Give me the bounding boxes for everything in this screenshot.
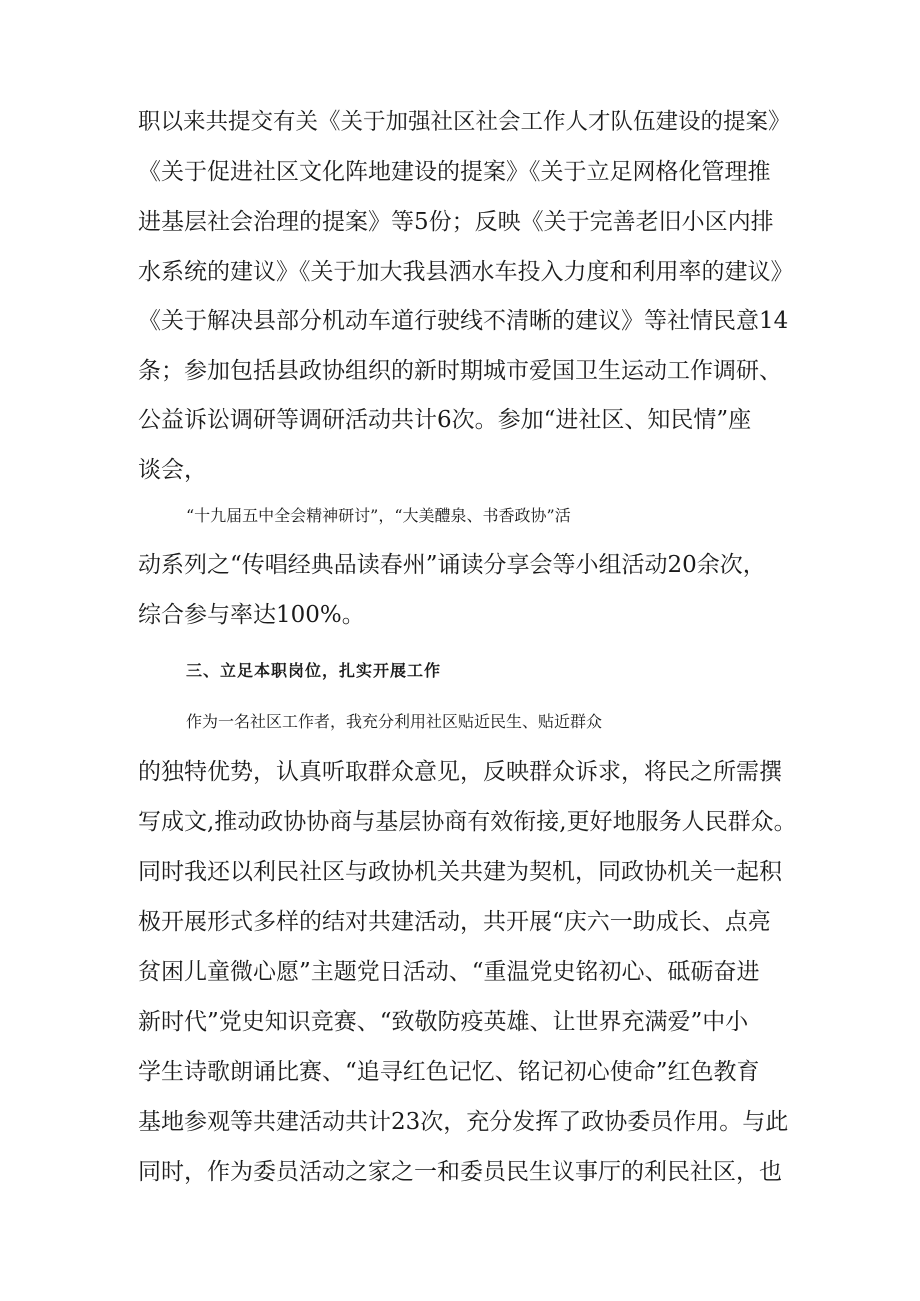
paragraph-line: 学生诗歌朗诵比赛、“追寻红色记忆、铭记初心使命”红色教育: [138, 1059, 760, 1085]
paragraph-line: 条；参加包括县政协组织的新时期城市爱国卫生运动工作调研、: [138, 358, 782, 384]
paragraph-line: 的独特优势，认真听取群众意见，反映群众诉求，将民之所需撰: [138, 759, 782, 785]
section-heading: 三、立足本职岗位，扎实开展工作: [186, 661, 442, 680]
paragraph-line: 基地参观等共建活动共计23次，充分发挥了政协委员作用。与此: [138, 1109, 789, 1135]
paragraph-line: 《关于促进社区文化阵地建设的提案》《关于立足网格化管理推: [138, 159, 771, 185]
paragraph-line: 水系统的建议》《关于加大我县洒水车投入力度和利用率的建议》: [138, 259, 794, 285]
paragraph-line: 进基层社会治理的提案》等5份；反映《关于完善老旧小区内排: [138, 209, 774, 235]
paragraph-line: 极开展形式多样的结对共建活动，共开展“庆六一助成长、点亮: [138, 909, 771, 935]
paragraph-line: 写成文,推动政协协商与基层协商有效衔接,更好地服务人民群众。: [138, 809, 797, 835]
paragraph-line: 贫困儿童微心愿”主题党日活动、“重温党史铭初心、砥砺奋进: [138, 959, 760, 985]
paragraph-line: “十九届五中全会精神研讨”，“大美醴泉、书香政协”活: [186, 506, 571, 525]
paragraph-line: 同时我还以利民社区与政协机关共建为契机，同政协机关一起积: [138, 859, 782, 885]
paragraph-line: 新时代”党史知识竞赛、“致敬防疫英雄、让世界充满爱”中小: [138, 1009, 749, 1035]
paragraph-line: 谈会，: [138, 457, 207, 483]
paragraph-line: 动系列之“传唱经典品读春州”诵读分享会等小组活动20余次，: [138, 552, 766, 578]
paragraph-line: 同时，作为委员活动之家之一和委员民生议事厅的利民社区，也: [138, 1159, 782, 1185]
paragraph-line: 《关于解决县部分机动车道行驶线不清晰的建议》等社情民意14: [138, 308, 789, 334]
paragraph-line: 职以来共提交有关《关于加强社区社会工作人才队伍建设的提案》: [138, 109, 791, 135]
paragraph-line: 作为一名社区工作者，我充分利用社区贴近民生、贴近群众: [186, 712, 603, 731]
paragraph-line: 公益诉讼调研等调研活动共计6次。参加“进社区、知民情”座: [138, 407, 752, 433]
paragraph-line: 综合参与率达100%。: [138, 602, 365, 628]
